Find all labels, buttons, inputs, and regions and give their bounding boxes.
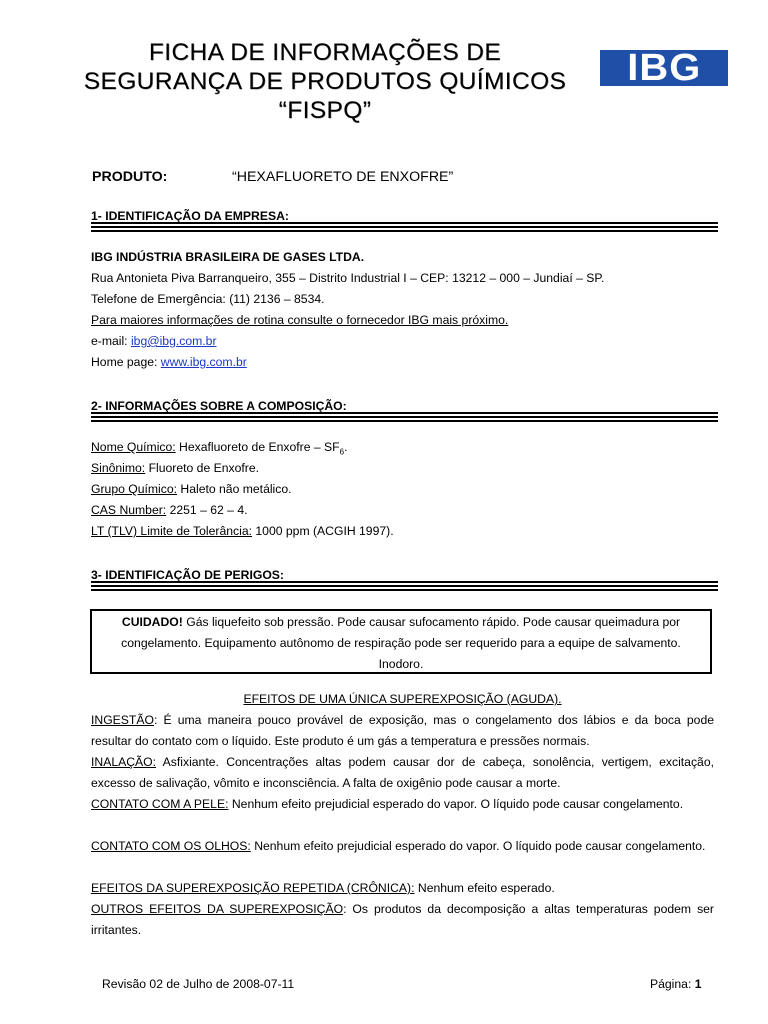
nome-quimico-line: [91, 439, 347, 460]
lt-label: LT (TLV) Limite de Tolerância:: [91, 524, 252, 538]
olhos-text: Nenhum efeito prejudicial esperado do vapor. O líquido pode causar congelamento.: [250, 839, 706, 853]
cas-number-label: CAS Number:: [91, 503, 167, 517]
sinonimo-value: Fluoreto de Enxofre.: [145, 461, 260, 475]
warning-line-2: congelamento. Equipamento autônomo de respiração pode ser requerido para a equipe de salvamento.: [121, 636, 681, 650]
warning-box: [90, 609, 712, 674]
lt-line: [91, 523, 394, 539]
homepage-label: Home page:: [91, 355, 161, 369]
ibg-logo: [600, 47, 728, 89]
cas-number-line: [91, 502, 248, 518]
nome-quimico-value: Hexafluoreto de Enxofre – SF: [175, 440, 340, 454]
section-2-rule: [91, 412, 718, 422]
grupo-quimico-label: Grupo Químico:: [91, 482, 178, 496]
section-1-heading: 1- IDENTIFICAÇÃO DA EMPRESA:: [91, 209, 289, 223]
warning-label: CUIDADO!: [121, 615, 183, 629]
ingestao-text: : É uma maneira pouco provável de exposição, mas o congelamento dos lábios e da boca pode resultar do contato com o líquido. Este produto é um gás a temperatura e pressões normais.: [91, 713, 714, 748]
homepage-line: [91, 354, 247, 370]
pele-text: Nenhum efeito prejudicial esperado do vapor. O líquido pode causar congelamento.: [228, 797, 684, 811]
pele-label: CONTATO COM A PELE:: [91, 797, 229, 811]
logo-text: IBG: [626, 47, 702, 89]
ingestao-paragraph: [91, 710, 714, 752]
page-number: 1: [694, 977, 702, 991]
section-3-rule: [91, 581, 718, 591]
outros-paragraph: [91, 899, 714, 941]
section-2-heading: 2- INFORMAÇÕES SOBRE A COMPOSIÇÃO:: [91, 399, 347, 413]
email-line: [91, 333, 217, 349]
company-address: Rua Antonieta Piva Barranqueiro, 355 – Distrito Industrial I – CEP: 13212 – 000 – Jundiaí – SP.: [91, 271, 605, 285]
homepage-link[interactable]: www.ibg.com.br: [160, 355, 247, 369]
nome-quimico-end: .: [344, 440, 348, 454]
sinonimo-label: Sinônimo:: [91, 461, 146, 475]
page-label: Página:: [650, 977, 695, 991]
emergency-phone: Telefone de Emergência: (11) 2136 – 8534.: [91, 292, 325, 306]
olhos-paragraph: [91, 836, 714, 857]
section-1-rule: [91, 222, 718, 232]
footer-page: [650, 977, 702, 991]
product-value: “HEXAFLUORETO DE ENXOFRE”: [232, 169, 454, 185]
lt-value: 1000 ppm (ACGIH 1997).: [252, 524, 394, 538]
ingestao-label: INGESTÃO: [91, 713, 154, 727]
nome-quimico-subscript: 6: [339, 447, 345, 457]
grupo-quimico-line: [91, 481, 292, 497]
product-label: PRODUTO:: [92, 169, 168, 185]
title-line-3: “FISPQ”: [278, 97, 372, 124]
title-line-1: FICHA DE INFORMAÇÕES DE: [148, 39, 502, 66]
title-line-2: SEGURANÇA DE PRODUTOS QUÍMICOS: [83, 68, 567, 95]
section-3-heading: 3- IDENTIFICAÇÃO DE PERIGOS:: [91, 568, 284, 582]
warning-line-1: [92, 612, 710, 633]
effects-heading: [91, 689, 714, 710]
cronica-label: EFEITOS DA SUPEREXPOSIÇÃO REPETIDA (CRÔNICA):: [91, 881, 415, 895]
outros-text: : Os produtos da decomposição a altas temperaturas podem ser irritantes.: [91, 902, 714, 937]
document-title: [60, 38, 590, 125]
footer-revision: Revisão 02 de Julho de 2008-07-11: [102, 977, 295, 991]
cas-number-value: 2251 – 62 – 4.: [166, 503, 248, 517]
grupo-quimico-value: Haleto não metálico.: [177, 482, 292, 496]
cronica-paragraph: [91, 878, 714, 899]
email-label: e-mail:: [91, 334, 131, 348]
warning-line-3: Inodoro.: [378, 657, 424, 671]
outros-label: OUTROS EFEITOS DA SUPEREXPOSIÇÃO: [91, 902, 344, 916]
email-link[interactable]: ibg@ibg.com.br: [130, 334, 217, 348]
nome-quimico-label: Nome Químico:: [91, 440, 176, 454]
sinonimo-line: [91, 460, 259, 476]
inalacao-label: INALAÇÃO:: [91, 755, 157, 769]
effects-heading-text: EFEITOS DE UMA ÚNICA SUPEREXPOSIÇÃO (AGUDA).: [243, 692, 562, 706]
pele-paragraph: [91, 794, 714, 815]
company-name: IBG INDÚSTRIA BRASILEIRA DE GASES LTDA.: [91, 250, 365, 264]
olhos-label: CONTATO COM OS OLHOS:: [91, 839, 251, 853]
inalacao-paragraph: [91, 752, 714, 794]
cronica-text: Nenhum efeito esperado.: [414, 881, 555, 895]
inalacao-text: Asfixiante. Concentrações altas podem causar dor de cabeça, sonolência, vertigem, excitação, excesso de salivação, vômito e inconsciência. A falta de oxigênio pode causar a morte.: [91, 755, 714, 790]
warning-text-1: Gás liquefeito sob pressão. Pode causar sufocamento rápido. Pode causar queimadura por: [182, 615, 681, 629]
routine-info: Para maiores informações de rotina consulte o fornecedor IBG mais próximo.: [91, 313, 509, 327]
